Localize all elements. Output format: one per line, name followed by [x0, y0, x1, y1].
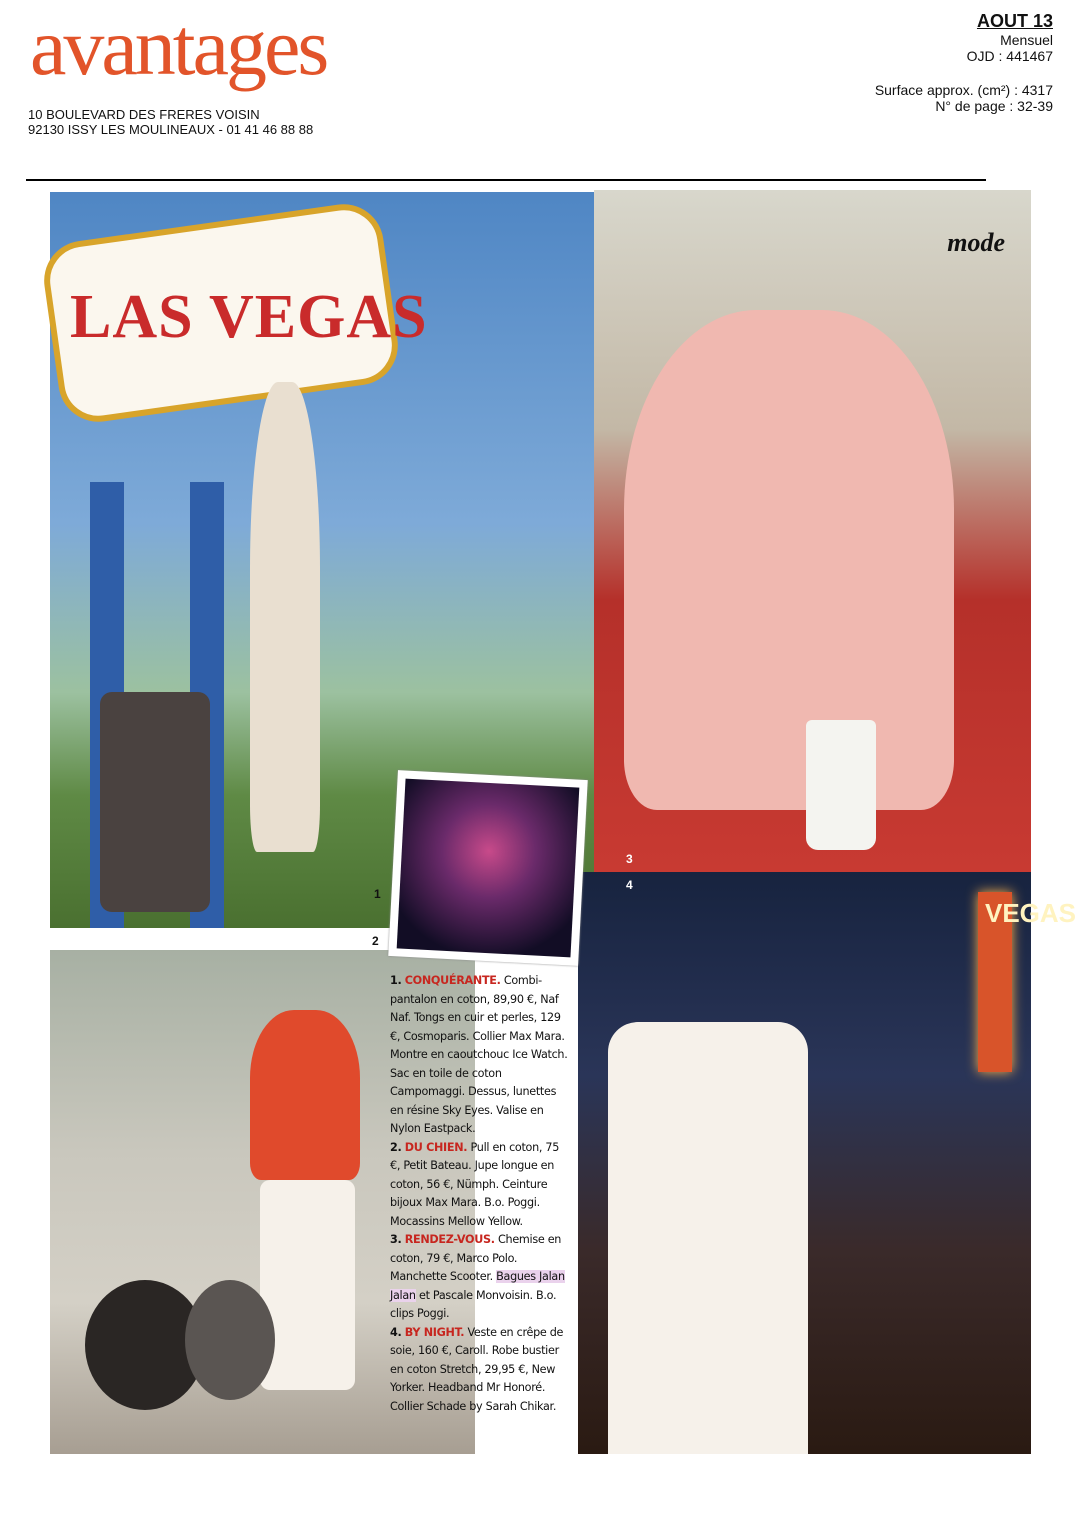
model-jacket	[608, 1022, 808, 1454]
caption-title: RENDEZ-VOUS.	[404, 1233, 495, 1246]
surface-label: Surface approx. (cm²) : 4317	[874, 82, 1053, 98]
caption-text: Pull en coton, 75 €, Petit Bateau. Jupe longue en coton, 56 €, Nümph. Ceinture bijoux Max Mara. B.o. Poggi. Mocassins Mellow Yellow.	[390, 1140, 560, 1228]
caption-number: 1.	[390, 974, 402, 987]
caption-text: Veste en crêpe de soie, 160 €, Caroll. Robe bustier en coton Stretch, 29,95 €, New Yorker. Headband Mr Honoré. Collier Schade by Sarah Chikar.	[390, 1325, 564, 1413]
photo-night-street	[578, 872, 1077, 1454]
neon-sign-text: VEGAS	[985, 898, 1077, 928]
coffee-cup	[806, 720, 876, 850]
model-skirt	[260, 1180, 355, 1390]
caption-item	[390, 1139, 568, 1232]
photo-number: 1	[374, 887, 381, 901]
header-divider	[26, 179, 986, 181]
caption-item	[390, 972, 568, 1139]
sign-text: LAS VEGAS	[70, 283, 428, 351]
caption-title: DU CHIEN.	[404, 1140, 468, 1154]
caption-text: Combi-pantalon en coton, 89,90 €, Naf Naf. Tongs en cuir et perles, 129 €, Cosmoparis. Collier Max Mara. Montre en caoutchouc Ice Watch. Sac en toile de coton Campomaggi. Dessus, lunettes en résine Sky Eyes. Valise en Nylon Eastpack.	[390, 974, 568, 1135]
suitcase	[100, 692, 210, 912]
inset-photo-hotel-casino	[388, 770, 587, 966]
model-figure	[250, 382, 320, 852]
photo-number: 4	[626, 878, 633, 892]
model-sweater	[250, 1010, 360, 1180]
publisher-address	[28, 107, 313, 137]
caption-number: 4.	[390, 1325, 402, 1339]
hotel-casino-sign	[397, 779, 580, 958]
photo-number: 3	[626, 852, 633, 866]
caption-text: Chemise en coton, 79 €, Marco Polo. Manchette Scooter.	[390, 1233, 562, 1283]
issue-date: AOUT 13	[976, 11, 1053, 31]
publication-logo: avantages	[30, 1, 327, 92]
ojd-label: OJD : 441467	[966, 48, 1053, 64]
frequency-label: Mensuel	[1000, 32, 1053, 48]
caption-title: CONQUÉRANTE.	[404, 974, 501, 987]
photo-diner	[594, 190, 1031, 873]
caption-number: 3.	[390, 1233, 402, 1246]
address-line-1: 10 BOULEVARD DES FRERES VOISIN	[28, 107, 260, 122]
caption-highlight: Bagues Jalan Jalan	[390, 1270, 565, 1302]
section-label: mode	[947, 228, 1005, 257]
product-caption	[390, 972, 568, 1416]
caption-title: BY NIGHT.	[404, 1325, 465, 1339]
model-figure	[624, 310, 954, 810]
caption-number: 2.	[390, 1140, 402, 1154]
caption-item	[390, 1324, 568, 1417]
page-numbers-label: N° de page : 32-39	[935, 98, 1053, 114]
issue-metadata	[875, 10, 1053, 114]
caption-text: et Pascale Monvoisin. B.o. clips Poggi.	[390, 1288, 557, 1320]
dog	[185, 1280, 275, 1400]
photo-number: 2	[372, 934, 379, 948]
address-line-2: 92130 ISSY LES MOULINEAUX - 01 41 46 88 88	[28, 122, 314, 137]
caption-item	[390, 1231, 568, 1324]
